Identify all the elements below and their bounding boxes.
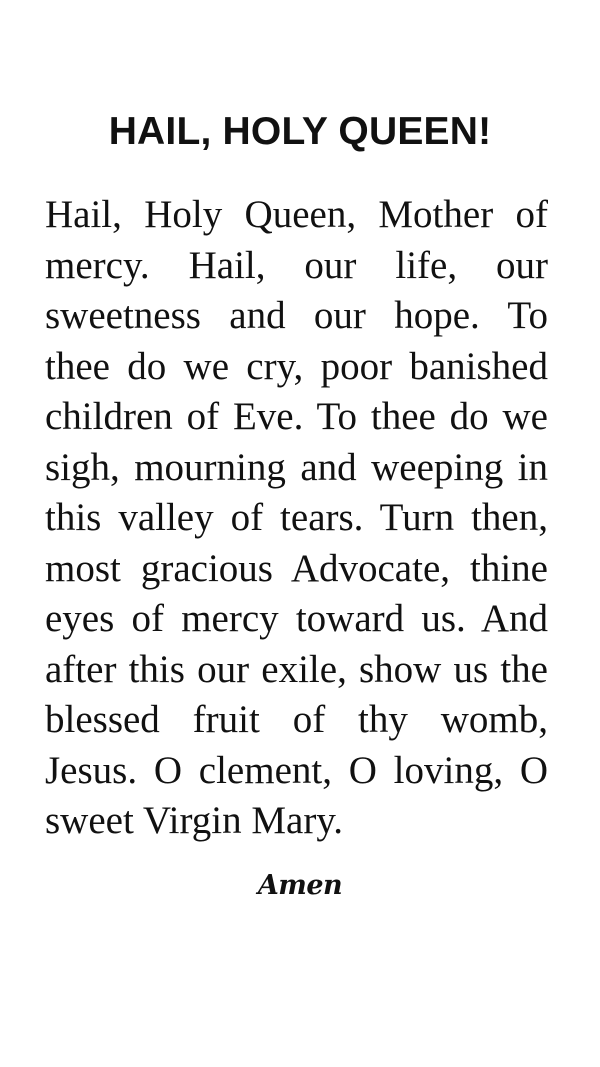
- prayer-line: blessed fruit of thy womb,: [45, 698, 548, 741]
- prayer-line: sweetness and our hope. To: [45, 294, 548, 337]
- prayer-line: sigh, mourning and weeping in: [45, 445, 548, 489]
- prayer-line: eyes of mercy toward us. And: [45, 597, 548, 640]
- prayer-line: thee do we cry, poor banished: [45, 344, 548, 388]
- prayer-line: Jesus. O clement, O loving, O: [45, 748, 548, 792]
- prayer-line: sweet Virgin Mary.: [45, 799, 344, 842]
- prayer-line: children of Eve. To thee do we: [45, 395, 548, 438]
- prayer-line: Hail, Holy Queen, Mother of: [45, 193, 548, 236]
- prayer-line: mercy. Hail, our life, our: [45, 243, 548, 287]
- prayer-line: after this our exile, show us the: [45, 647, 548, 691]
- amen-closing: Amen: [257, 870, 343, 901]
- prayer-text: [45, 190, 548, 847]
- prayer-line: this valley of tears. Turn then,: [45, 496, 548, 539]
- prayer-title: HAIL, HOLY QUEEN!: [108, 110, 492, 153]
- prayer-line: most gracious Advocate, thine: [45, 546, 548, 590]
